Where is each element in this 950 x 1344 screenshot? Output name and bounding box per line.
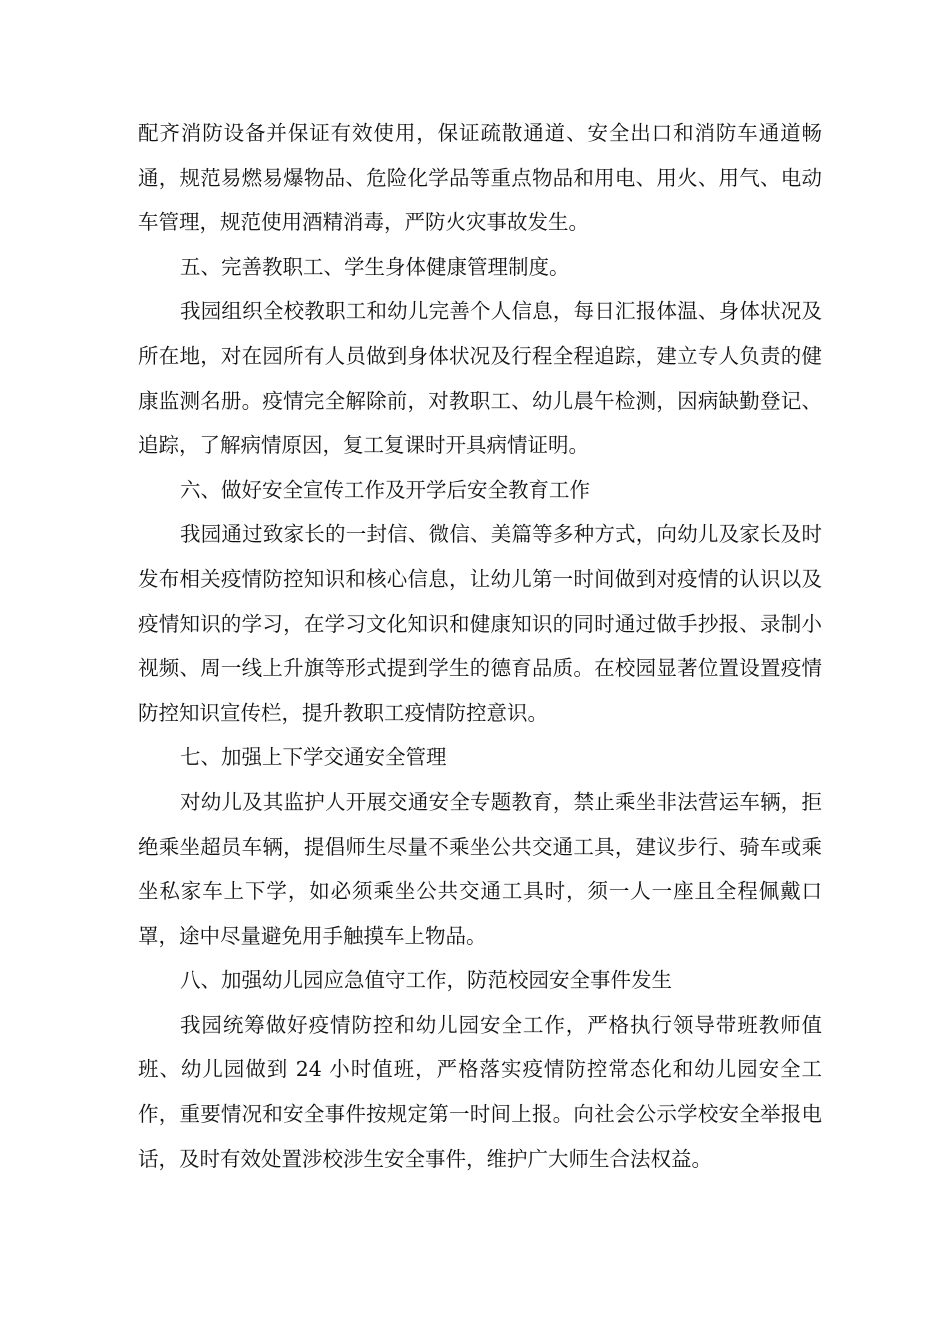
document-page <box>138 111 822 1181</box>
paragraph-safety-education: 我园通过致家长的一封信、微信、美篇等多种方式，向幼儿及家长及时发布相关疫情防控知识和核心信息，让幼儿第一时间做到对疫情的认识以及疫情知识的学习，在学习文化知识和健康知识的同时通过做手抄报、录制小视频、周一线上升旗等形式提到学生的德育品质。在校园显著位置设置疫情防控知识宣传栏，提升教职工疫情防控意识。 <box>138 522 822 725</box>
section-heading-6: 六、做好安全宣传工作及开学后安全教育工作 <box>180 477 590 502</box>
section-heading-5: 五、完善教职工、学生身体健康管理制度。 <box>180 254 570 279</box>
section-heading-7: 七、加强上下学交通安全管理 <box>180 745 447 770</box>
section-heading-8: 八、加强幼儿园应急值守工作，防范校园安全事件发生 <box>180 968 672 993</box>
paragraph-traffic-safety: 对幼儿及其监护人开展交通安全专题教育，禁止乘坐非法营运车辆，拒绝乘坐超员车辆，提倡师生尽量不乘坐公共交通工具，建议步行、骑车或乘坐私家车上下学，如必须乘坐公共交通工具时，须一人一座且全程佩戴口罩，途中尽量避免用手触摸车上物品。 <box>138 789 822 948</box>
paragraph-health-management: 我园组织全校教职工和幼儿完善个人信息，每日汇报体温、身体状况及所在地，对在园所有人员做到身体状况及行程全程追踪，建立专人负责的健康监测名册。疫情完全解除前，对教职工、幼儿晨午检测，因病缺勤登记、追踪，了解病情原因，复工复课时开具病情证明。 <box>138 299 822 458</box>
paragraph-fire-safety: 配齐消防设备并保证有效使用，保证疏散通道、安全出口和消防车通道畅通，规范易燃易爆物品、危险化学品等重点物品和用电、用火、用气、电动车管理，规范使用酒精消毒，严防火灾事故发生。 <box>138 121 822 235</box>
paragraph-emergency-duty: 我园统筹做好疫情防控和幼儿园安全工作，严格执行领导带班教师值班、幼儿园做到 24 小时值班，严格落实疫情防控常态化和幼儿园安全工作，重要情况和安全事件按规定第一时间上报。向社会公示学校安全举报电话，及时有效处置涉校涉生安全事件，维护广大师生合法权益。 <box>138 1012 822 1171</box>
